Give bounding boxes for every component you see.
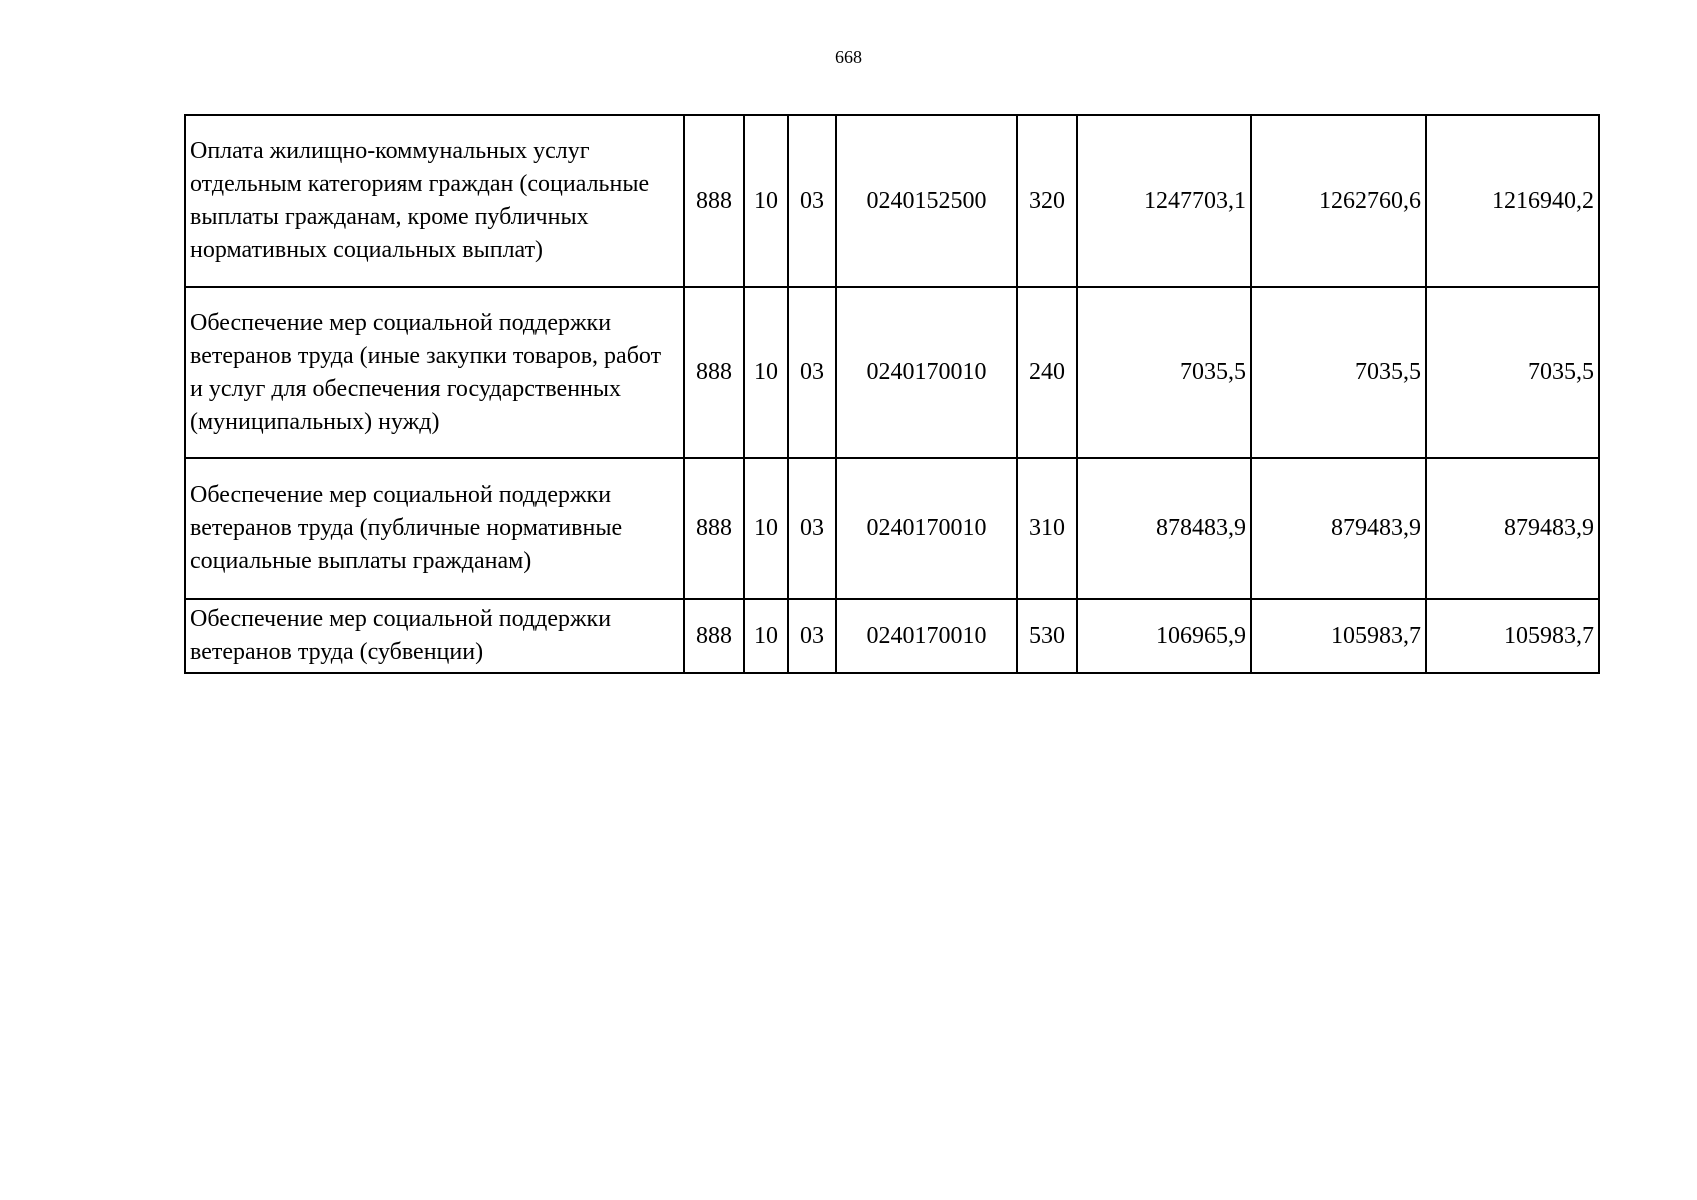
target-article-code: 0240170010 — [836, 287, 1017, 458]
expense-type-code: 240 — [1017, 287, 1077, 458]
amount-year-2: 1262760,6 — [1251, 115, 1426, 287]
table-row — [185, 458, 1599, 599]
target-article-code: 0240170010 — [836, 458, 1017, 599]
amount-year-3: 879483,9 — [1426, 458, 1599, 599]
row-description: Обеспечение мер социальной поддержки ветеранов труда (субвенции) — [185, 599, 684, 673]
row-description: Обеспечение мер социальной поддержки ветеранов труда (иные закупки товаров, работ и услуг для обеспечения государственных (муниципальных) нужд) — [185, 287, 684, 458]
ministry-code: 888 — [684, 115, 744, 287]
amount-year-3: 7035,5 — [1426, 287, 1599, 458]
target-article-code: 0240152500 — [836, 115, 1017, 287]
table-row — [185, 287, 1599, 458]
ministry-code: 888 — [684, 287, 744, 458]
ministry-code: 888 — [684, 599, 744, 673]
subsection-code: 03 — [788, 287, 836, 458]
amount-year-3: 1216940,2 — [1426, 115, 1599, 287]
amount-year-1: 1247703,1 — [1077, 115, 1251, 287]
amount-year-1: 7035,5 — [1077, 287, 1251, 458]
section-code: 10 — [744, 458, 788, 599]
table-row — [185, 115, 1599, 287]
ministry-code: 888 — [684, 458, 744, 599]
amount-year-2: 879483,9 — [1251, 458, 1426, 599]
amount-year-2: 105983,7 — [1251, 599, 1426, 673]
expense-type-code: 310 — [1017, 458, 1077, 599]
amount-year-1: 878483,9 — [1077, 458, 1251, 599]
table-row — [185, 599, 1599, 673]
page-number: 668 — [835, 47, 862, 67]
row-description: Оплата жилищно-коммунальных услуг отдельным категориям граждан (социальные выплаты гражданам, кроме публичных нормативных социальных выплат) — [185, 115, 684, 287]
section-code: 10 — [744, 115, 788, 287]
amount-year-2: 7035,5 — [1251, 287, 1426, 458]
subsection-code: 03 — [788, 599, 836, 673]
row-description: Обеспечение мер социальной поддержки ветеранов труда (публичные нормативные социальные выплаты гражданам) — [185, 458, 684, 599]
section-code: 10 — [744, 287, 788, 458]
expense-type-code: 530 — [1017, 599, 1077, 673]
section-code: 10 — [744, 599, 788, 673]
budget-table — [184, 114, 1600, 674]
amount-year-3: 105983,7 — [1426, 599, 1599, 673]
subsection-code: 03 — [788, 458, 836, 599]
target-article-code: 0240170010 — [836, 599, 1017, 673]
expense-type-code: 320 — [1017, 115, 1077, 287]
amount-year-1: 106965,9 — [1077, 599, 1251, 673]
subsection-code: 03 — [788, 115, 836, 287]
